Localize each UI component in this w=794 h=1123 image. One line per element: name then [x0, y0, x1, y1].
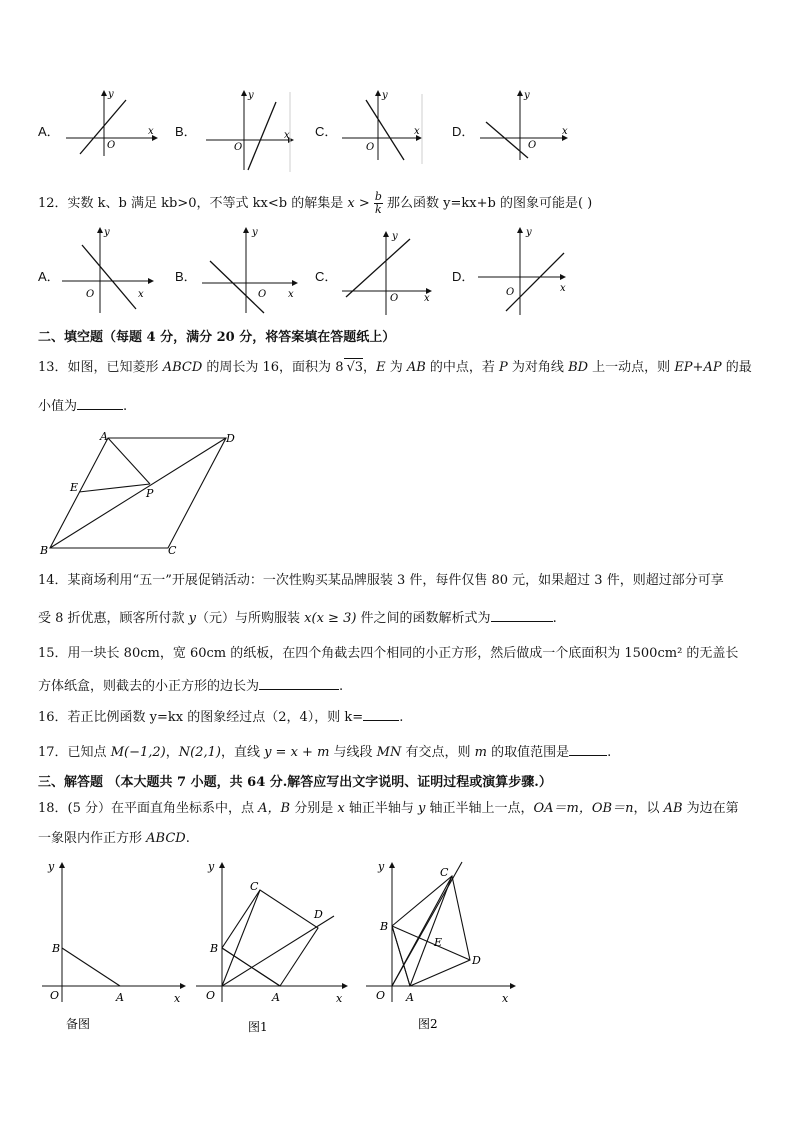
x-axis-label: x	[562, 126, 568, 137]
q13-question-line2: 小值为 .	[38, 396, 127, 416]
figure-caption: 图1	[248, 1020, 268, 1034]
q17-question: 17．已知点 M(−1,2)，N(2,1)，直线 y = x + m 与线段 MN 有交点，则 m 的取值范围是 .	[38, 742, 611, 762]
y-axis-label: y	[526, 227, 532, 238]
q12-option-a-label[interactable]: A．	[38, 269, 60, 284]
y-axis-label: y	[382, 90, 388, 101]
q12-option-a-graph	[60, 225, 156, 317]
origin-label: O	[206, 989, 216, 1002]
section-2-heading: 二、填空题（每题 4 分，满分 20 分，将答案填在答题纸上）	[38, 330, 396, 345]
y-axis-label: y	[108, 89, 114, 100]
origin-label: O	[107, 140, 116, 151]
q18-question-line1: 18．(5 分）在平面直角坐标系中，点 A，B 分别是 x 轴正半轴与 y 轴正半轴上一点，OA＝m，OB＝n，以 AB 为边在第	[38, 801, 739, 816]
q12-option-b-graph	[200, 225, 302, 317]
q18-backup-figure	[38, 856, 188, 1036]
point-a-label: A	[116, 991, 124, 1004]
vertex-d-label: D	[226, 432, 235, 445]
point-e-label: E	[70, 481, 79, 494]
q18-figure-1	[192, 856, 352, 1036]
q12-option-c-graph	[340, 225, 436, 317]
answer-blank[interactable]	[491, 608, 553, 622]
point-b-label: B	[380, 920, 389, 933]
q14-question-line2: 受 8 折优惠，顾客所付款 y（元）与所购服装 x(x ≥ 3) 件之间的函数解析式为 .	[38, 608, 557, 628]
x-axis-label: x	[336, 992, 343, 1005]
origin-label: O	[376, 989, 386, 1002]
q11-option-c-graph	[338, 88, 428, 164]
answer-blank[interactable]	[363, 707, 399, 721]
q13-question-line1: 13．如图，已知菱形 ABCD 的周长为 16，面积为 8 √3，E 为 AB 的中点，若 P 为对角线 BD 上一动点，则 EP+AP 的最	[38, 360, 752, 375]
vertex-b-label: B	[40, 544, 49, 557]
q12-option-c-label[interactable]: C．	[315, 269, 338, 284]
q13-rhombus-figure	[38, 428, 248, 560]
vertex-a-label: A	[100, 430, 108, 443]
q16-question: 16．若正比例函数 y=kx 的图象经过点（2，4），则 k= .	[38, 707, 403, 727]
q15-question-line2: 方体纸盒，则截去的小正方形的边长为 .	[38, 676, 343, 696]
x-axis-label: x	[174, 992, 181, 1005]
origin-label: O	[258, 289, 267, 300]
point-e-label: E	[434, 936, 443, 949]
y-axis-label: y	[524, 90, 530, 101]
q14-question-line1: 14．某商场利用“五一”开展促销活动：一次性购买某品牌服装 3 件，每件仅售 80 元，如果超过 3 件，则超过部分可享	[38, 573, 724, 588]
y-axis-label: y	[248, 90, 254, 101]
x-axis-label: x	[560, 283, 566, 294]
q12-question: 12．实数 k、b 满足 kb>0，不等式 kx<b 的解集是 x > $\frac{b}{k}$ 那么函数 y=kx+b 的图象可能是( )	[38, 190, 593, 216]
origin-label: O	[86, 289, 95, 300]
x-axis-label: x	[284, 130, 290, 141]
point-d-label: D	[314, 908, 323, 921]
q11-option-b-graph	[198, 88, 298, 172]
y-axis-label: y	[252, 227, 258, 238]
vertex-c-label: C	[168, 544, 177, 557]
point-c-label: C	[440, 866, 449, 879]
x-axis-label: x	[148, 126, 154, 137]
point-c-label: C	[250, 880, 259, 893]
q11-option-a-graph	[62, 88, 158, 158]
x-axis-label: x	[138, 289, 144, 300]
y-axis-label: y	[392, 231, 398, 242]
origin-label: O	[234, 142, 243, 153]
x-axis-label: x	[424, 293, 430, 304]
answer-blank[interactable]	[259, 676, 339, 690]
q15-question-line1: 15．用一块长 80cm，宽 60cm 的纸板，在四个角截去四个相同的小正方形，然后做成一个底面积为 1500cm² 的无盖长	[38, 646, 739, 661]
origin-label: O	[528, 140, 537, 151]
y-axis-label: y	[48, 860, 55, 873]
answer-blank[interactable]	[77, 396, 123, 410]
y-axis-label: y	[104, 227, 110, 238]
q12-option-b-label[interactable]: B．	[175, 269, 197, 284]
origin-label: O	[390, 293, 399, 304]
q18-figure-2	[362, 856, 522, 1036]
origin-label: O	[506, 287, 515, 298]
point-a-label: A	[406, 991, 414, 1004]
q18-question-line2: 一象限内作正方形 ABCD.	[38, 831, 190, 846]
y-axis-label: y	[208, 860, 215, 873]
point-b-label: B	[52, 942, 61, 955]
origin-label: O	[366, 142, 375, 153]
answer-blank[interactable]	[569, 742, 607, 756]
point-p-label: P	[146, 487, 154, 500]
fraction-b-over-k: $\frac{b}{k}$	[374, 190, 382, 216]
q11-option-d-graph	[476, 88, 574, 164]
x-axis-label: x	[414, 126, 420, 137]
x-axis-label: x	[288, 289, 294, 300]
q12-option-d-label[interactable]: D．	[452, 269, 475, 284]
q11-option-a-label[interactable]: A．	[38, 124, 60, 139]
point-b-label: B	[210, 942, 219, 955]
section-3-heading: 三、解答题 （本大题共 7 小题，共 64 分.解答应写出文字说明、证明过程或演算步骤.）	[38, 775, 552, 790]
figure-caption: 备图	[66, 1017, 91, 1031]
origin-label: O	[50, 989, 60, 1002]
figure-caption: 图2	[418, 1017, 438, 1031]
point-a-label: A	[272, 991, 280, 1004]
y-axis-label: y	[378, 860, 385, 873]
q11-option-b-label[interactable]: B．	[175, 124, 197, 139]
point-d-label: D	[472, 954, 481, 967]
q11-option-d-label[interactable]: D．	[452, 124, 475, 139]
x-axis-label: x	[502, 992, 509, 1005]
q12-option-d-graph	[476, 223, 574, 319]
q11-option-c-label[interactable]: C．	[315, 124, 338, 139]
